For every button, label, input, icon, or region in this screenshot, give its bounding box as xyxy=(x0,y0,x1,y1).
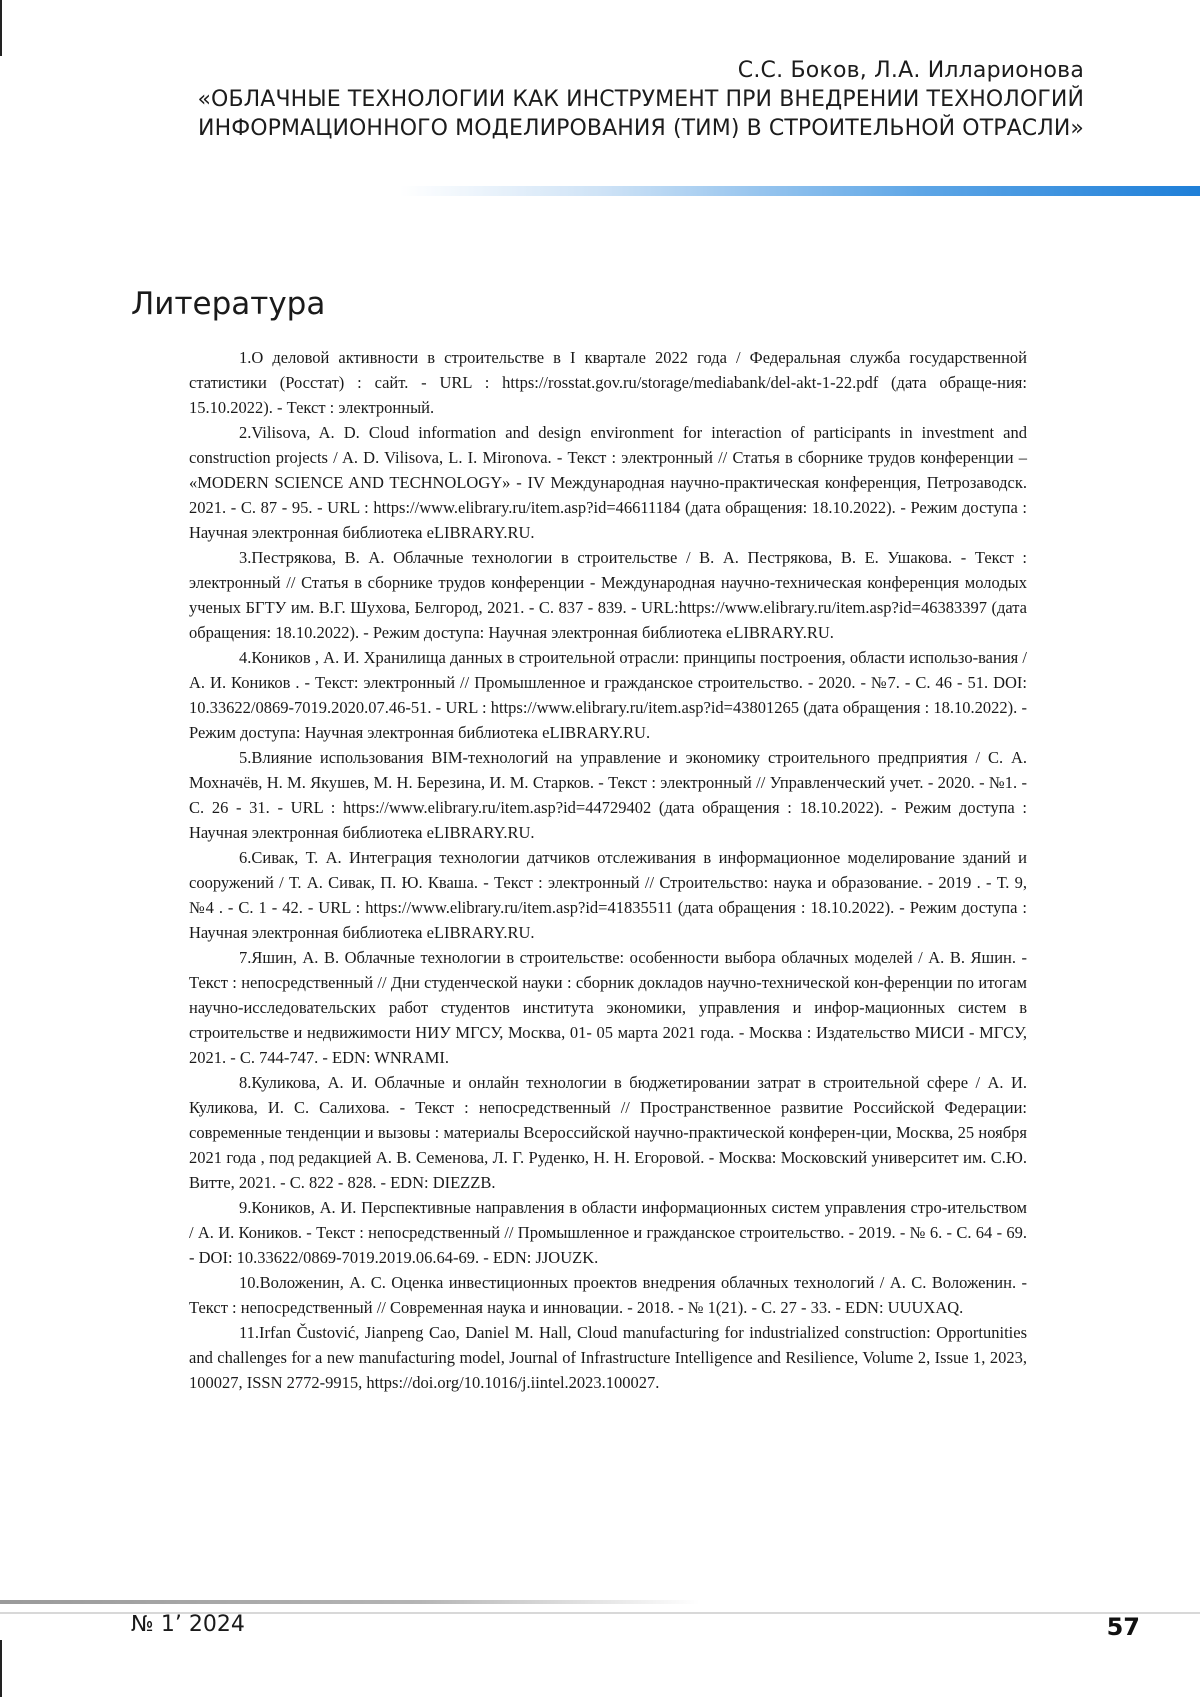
section-title: Литература xyxy=(131,286,326,322)
reference-number: 2. xyxy=(239,423,252,442)
reference-number: 6. xyxy=(239,848,252,867)
reference-item xyxy=(189,345,1027,420)
reference-text: Vilisova, A. D. Cloud information and design environment for interaction of participants in investment and construction projects / A. D. Vilisova, L. I. Mironova. - Текст : электронный // Статья в сборнике трудов конференции – «MODERN SCIENCE AND TECHNOLOGY» - IV Международная научно-практическая конференция, Петрозаводск. 2021. - С. 87 - 95. - URL : https://www.elibrary.ru/item.asp?id=46611184 (дата обращения: 18.10.2022). - Режим доступа : Научная электронная библиотека eLIBRARY.RU. xyxy=(189,423,1027,542)
running-header xyxy=(104,56,1084,143)
reference-number: 5. xyxy=(239,748,252,767)
reference-number: 7. xyxy=(239,948,252,967)
reference-number: 8. xyxy=(239,1073,252,1092)
issue-label: № 1’ 2024 xyxy=(131,1612,245,1637)
reference-text: Влияние использования BIM-технологий на управление и экономику строительного предприятия / С. А. Мохначёв, Н. М. Якушев, М. Н. Березина, И. М. Старков. - Текст : электронный // Управленческий учет. - 2020. - №1. - С. 26 - 31. - URL : https://www.elibrary.ru/item.asp?id=44729402 (дата обращения : 18.10.2022). - Режим доступа : Научная электронная библиотека eLIBRARY.RU. xyxy=(189,748,1027,842)
reference-text: Коников , А. И. Хранилища данных в строительной отрасли: принципы построения, области использо-вания / А. И. Коников . - Текст: электронный // Промышленное и гражданское строительство. - 2020. - №7. - С. 46 - 51. DOI: 10.33622/0869-7019.2020.07.46-51. - URL : https://www.elibrary.ru/item.asp?id=43801265 (дата обращения : 18.10.2022). - Режим доступа: Научная электронная библиотека eLIBRARY.RU. xyxy=(189,648,1027,742)
reference-text: Коников, А. И. Перспективные направления в области информационных систем управления стро-ительством / А. И. Коников. - Текст : непосредственный // Промышленное и гражданское строительство. - 2019. - № 6. - С. 64 - 69. - DOI: 10.33622/0869-7019.2019.06.64-69. - EDN: JJOUZK. xyxy=(189,1198,1027,1267)
reference-number: 4. xyxy=(239,648,252,667)
reference-text: Пестрякова, В. А. Облачные технологии в строительстве / В. А. Пестрякова, В. Е. Ушакова. - Текст : электронный // Статья в сборнике трудов конференции - Международная научно-техническая конференция молодых ученых БГТУ им. В.Г. Шухова, Белгород, 2021. - С. 837 - 839. - URL:https://www.elibrary.ru/item.asp?id=46383397 (дата обращения: 18.10.2022). - Режим доступа: Научная электронная библиотека eLIBRARY.RU. xyxy=(189,548,1027,642)
crop-mark-top xyxy=(0,0,2,56)
header-authors: С.С. Боков, Л.А. Илларионова xyxy=(737,58,1084,83)
page-number: 57 xyxy=(1106,1613,1140,1641)
reference-number: 3. xyxy=(239,548,252,567)
header-title-line: ИНФОРМАЦИОННОГО МОДЕЛИРОВАНИЯ (ТИМ) В СТРОИТЕЛЬНОЙ ОТРАСЛИ» xyxy=(198,116,1084,141)
header-title-line: «ОБЛАЧНЫЕ ТЕХНОЛОГИИ КАК ИНСТРУМЕНТ ПРИ ВНЕДРЕНИИ ТЕХНОЛОГИЙ xyxy=(197,87,1084,112)
reference-item xyxy=(189,945,1027,1070)
crop-mark-bottom xyxy=(0,1640,2,1697)
footer-rule xyxy=(0,1600,700,1604)
header-article-title xyxy=(104,85,1084,143)
reference-item xyxy=(189,1320,1027,1395)
reference-number: 10. xyxy=(239,1273,260,1292)
reference-number: 9. xyxy=(239,1198,252,1217)
reference-list xyxy=(189,345,1027,1395)
reference-text: Irfan Čustović, Jianpeng Cao, Daniel M. Hall, Cloud manufacturing for industrialized construction: Opportunities and challenges for a new manufacturing model, Journal of Infrastructure Intelligence and Resilience, Volume 2, Issue 1, 2023, 100027, ISSN 2772-9915, https://doi.org/10.1016/j.iintel.2023.100027. xyxy=(189,1323,1027,1392)
reference-item xyxy=(189,1195,1027,1270)
reference-item xyxy=(189,1270,1027,1320)
reference-number: 1. xyxy=(239,348,252,367)
reference-item xyxy=(189,420,1027,545)
reference-item xyxy=(189,545,1027,645)
reference-text: Воложенин, А. С. Оценка инвестиционных проектов внедрения облачных технологий / А. С. Воложенин. - Текст : непосредственный // Современная наука и инновации. - 2018. - № 1(21). - С. 27 - 33. - EDN: UUUXAQ. xyxy=(189,1273,1027,1317)
reference-item xyxy=(189,845,1027,945)
header-accent-bar xyxy=(400,186,1200,196)
reference-text: Сивак, Т. А. Интеграция технологии датчиков отслеживания в информационное моделирование зданий и сооружений / Т. А. Сивак, П. Ю. Кваша. - Текст : электронный // Строительство: наука и образование. - 2019 . - Т. 9, №4 . - С. 1 - 42. - URL : https://www.elibrary.ru/item.asp?id=41835511 (дата обращения : 18.10.2022). - Режим доступа : Научная электронная библиотека eLIBRARY.RU. xyxy=(189,848,1027,942)
reference-item xyxy=(189,1070,1027,1195)
reference-number: 11. xyxy=(239,1323,260,1342)
reference-text: О деловой активности в строительстве в I квартале 2022 года / Федеральная служба государственной статистики (Росстат) : сайт. - URL : https://rosstat.gov.ru/storage/mediabank/del-akt-1-22.pdf (дата обраще-ния: 15.10.2022). - Текст : электронный. xyxy=(189,348,1027,417)
reference-item xyxy=(189,645,1027,745)
reference-text: Куликова, А. И. Облачные и онлайн технологии в бюджетировании затрат в строительной сфере / А. И. Куликова, И. С. Салихова. - Текст : непосредственный // Пространственное развитие Российской Федерации: современные тенденции и вызовы : материалы Всероссийской научно-практической конферен-ции, Москва, 25 ноября 2021 года , под редакцией А. В. Семенова, Л. Г. Руденко, Н. Н. Егоровой. - Москва: Московский университет им. С.Ю. Витте, 2021. - С. 822 - 828. - EDN: DIEZZB. xyxy=(189,1073,1027,1192)
reference-text: Яшин, А. В. Облачные технологии в строительстве: особенности выбора облачных моделей / А. В. Яшин. - Текст : непосредственный // Дни студенческой науки : сборник докладов научно-технической кон-ференции по итогам научно-исследовательских работ студентов института экономики, управления и инфор-мационных систем в строительстве и недвижимости НИУ МГСУ, Москва, 01- 05 марта 2021 года. - Москва : Издательство МИСИ - МГСУ, 2021. - С. 744-747. - EDN: WNRAMI. xyxy=(189,948,1027,1067)
reference-item xyxy=(189,745,1027,845)
